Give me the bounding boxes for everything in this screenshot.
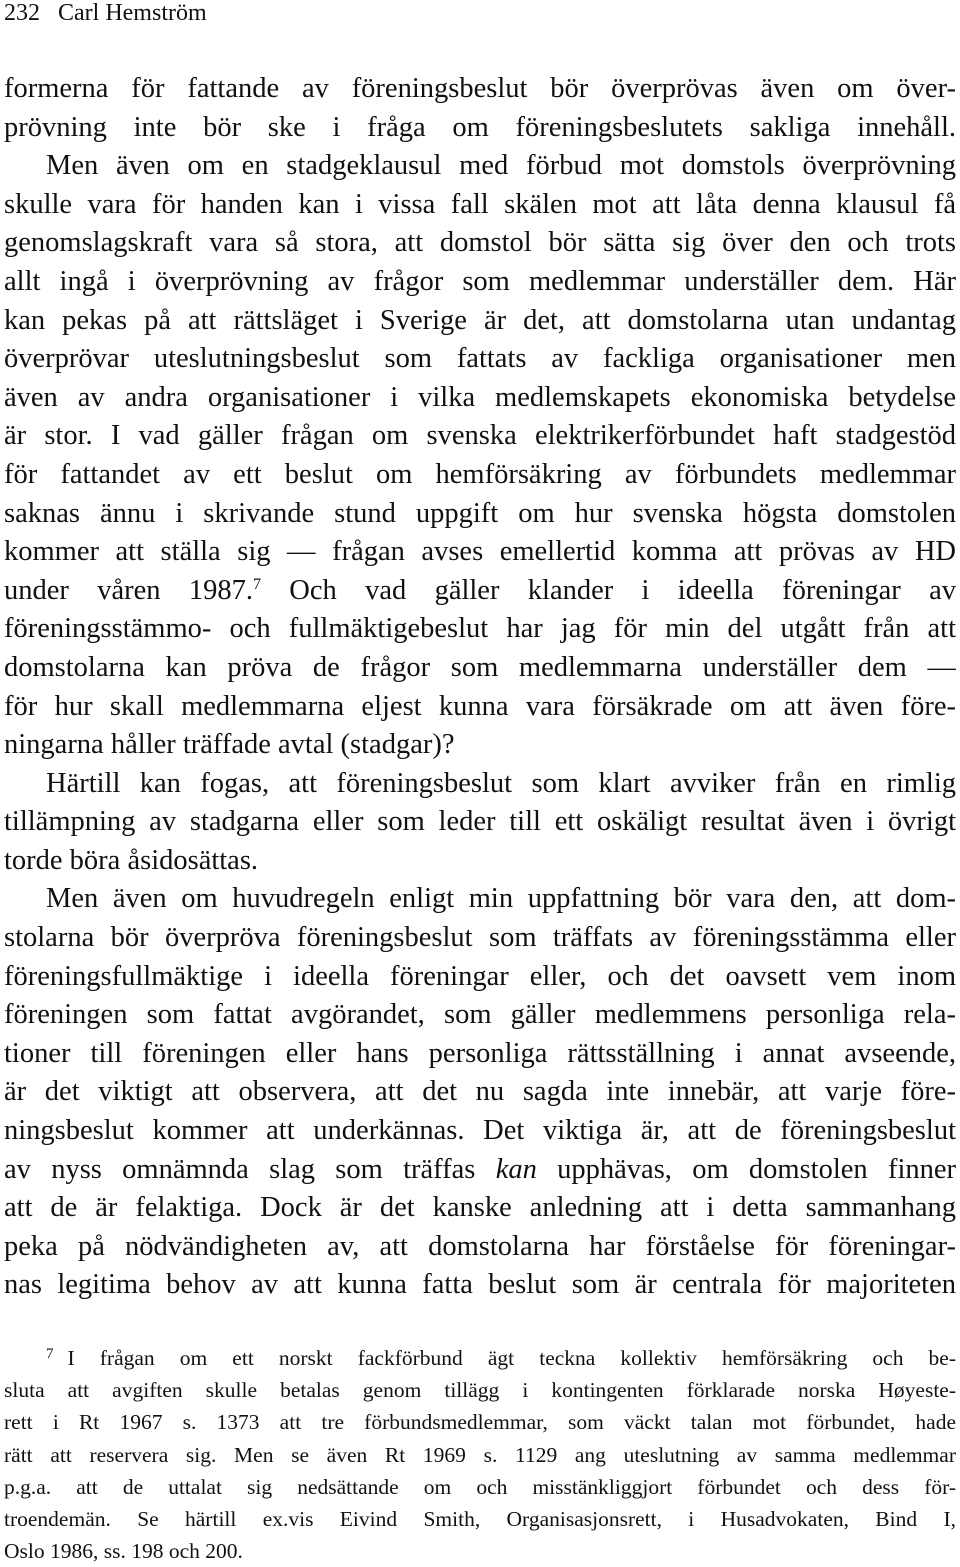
text-line: ningsbeslut kommer att underkännas. Det viktiga är, att de föreningsbeslut xyxy=(4,1115,956,1147)
text-line: saknas ännu i skrivande stund uppgift om hur svenska högsta domstolen xyxy=(4,497,956,529)
text-line: tillämpning av stadgarna eller som leder till ett oskäligt resultat även i övrigt xyxy=(4,806,956,838)
text-segment: av nyss omnämnda slag som träffas xyxy=(4,1153,496,1185)
text-line: kommer att ställa sig — frågan avses emellertid komma att prövas av HD xyxy=(4,536,956,568)
text-line: är det viktigt att observera, att det nu sagda inte innebär, att varje före- xyxy=(4,1076,956,1108)
text-line: kan pekas på att rättsläget i Sverige är det, att domstolarna utan undantag xyxy=(4,304,956,336)
text-line: tioner till föreningen eller hans personliga rättsställning i annat avseende, xyxy=(4,1037,956,1069)
text-line: domstolarna kan pröva de frågor som medlemmarna underställer dem — xyxy=(4,651,956,683)
text-line: föreningsfullmäktige i ideella föreningar eller, och det oavsett vem inom xyxy=(4,960,956,992)
text-line: att de är felaktiga. Dock är det kanske anledning att i detta sammanhang xyxy=(4,1192,956,1224)
text-line: peka på nödvändigheten av, att domstolarna har förståelse för föreningar- xyxy=(4,1230,956,1262)
footnote-line: rett i Rt 1967 s. 1373 att tre förbundsmedlemmar, som väckt talan mot förbundet, hade xyxy=(4,1410,956,1435)
footnote-line: sluta att avgiften skulle betalas genom tillägg i kontingenten förklarade norska Høyeste- xyxy=(4,1378,956,1403)
text-segment: under våren 1987. xyxy=(4,574,253,606)
text-line: även av andra organisationer i vilka medlemskapets ekonomiska betydelse xyxy=(4,381,956,413)
running-head-author: Carl Hemström xyxy=(58,0,207,26)
text-line: torde böra åsidosättas. xyxy=(4,844,259,876)
text-line: stolarna bör överpröva föreningsbeslut som träffats av föreningsstämma eller xyxy=(4,922,956,954)
text-line: föreningen som fattat avgörandet, som gäller medlemmens personliga rela- xyxy=(4,999,956,1031)
text-line: är stor. I vad gäller frågan om svenska elektrikerförbundet haft stadgestöd xyxy=(4,420,956,452)
running-head xyxy=(4,0,207,26)
text-line: nas legitima behov av att kunna fatta beslut som är centrala för majoriteten xyxy=(4,1269,956,1301)
text-segment: I frågan om ett norskt fackförbund ägt teckna kollektiv hemförsäkring och be- xyxy=(67,1346,956,1370)
text-line: Men även om huvudregeln enligt min uppfattning bör vara den, att dom- xyxy=(46,883,956,915)
footnote-line: rätt att reservera sig. Men se även Rt 1969 s. 1129 ang uteslutning av samma medlemmar xyxy=(4,1442,956,1467)
text-line: för hur skall medlemmarna eljest kunna vara försäkrade om att även före- xyxy=(4,690,956,722)
text-line: formerna för fattande av föreningsbeslut bör överprövas även om över- xyxy=(4,73,956,104)
text-line: ningarna håller träffade avtal (stadgar)? xyxy=(4,729,455,761)
text-line: föreningsstämmo- och fullmäktigebeslut har jag för min del utgått från att xyxy=(4,613,956,645)
footnote-line: Oslo 1986, ss. 198 och 200. xyxy=(4,1539,243,1564)
body-text xyxy=(4,70,956,1305)
text-line: Härtill kan fogas, att föreningsbeslut som klart avviker från en rimlig xyxy=(46,767,956,799)
text-segment: upphävas, om domstolen finner xyxy=(536,1153,956,1185)
footnote xyxy=(4,1342,956,1567)
footnote-line: troendemän. Se härtill ex.vis Eivind Smith, Organisasjonsrett, i Husadvokaten, Bind I, xyxy=(4,1506,956,1531)
text-line: allt ingå i överprövning av frågor som medlemmar underställer dem. Här xyxy=(4,265,956,297)
footnote-ref: 7 xyxy=(252,575,261,593)
text-line: Men även om en stadgeklausul med förbud mot domstols överprövning xyxy=(46,150,956,182)
emphasized-word: kan xyxy=(495,1153,537,1185)
text-line-with-emphasis xyxy=(4,1151,956,1190)
page-number: 232 xyxy=(4,0,40,26)
text-line: prövning inte bör ske i fråga om föreningsbeslutets sakliga innehåll. xyxy=(4,111,956,143)
text-line: för fattandet av ett beslut om hemförsäkring av förbundets medlemmar xyxy=(4,458,956,490)
text-line: överprövar uteslutningsbeslut som fattats av fackliga organisationer men xyxy=(4,343,956,375)
text-line-with-footnote-ref xyxy=(4,572,956,611)
text-line: genomslagskraft vara så stora, att domstol bör sätta sig över den och trots xyxy=(4,227,956,259)
footnote-line: p.g.a. att de uttalat sig nedsättande om och misstänkliggjort förbundet och dess för- xyxy=(4,1474,956,1499)
text-segment: Och vad gäller klander i ideella föreningar av xyxy=(260,574,956,606)
footnote-line xyxy=(4,1342,956,1374)
text-line: skulle vara för handen kan i vissa fall skälen mot att låta denna klausul få xyxy=(4,188,956,220)
footnote-number: 7 xyxy=(46,1346,54,1362)
